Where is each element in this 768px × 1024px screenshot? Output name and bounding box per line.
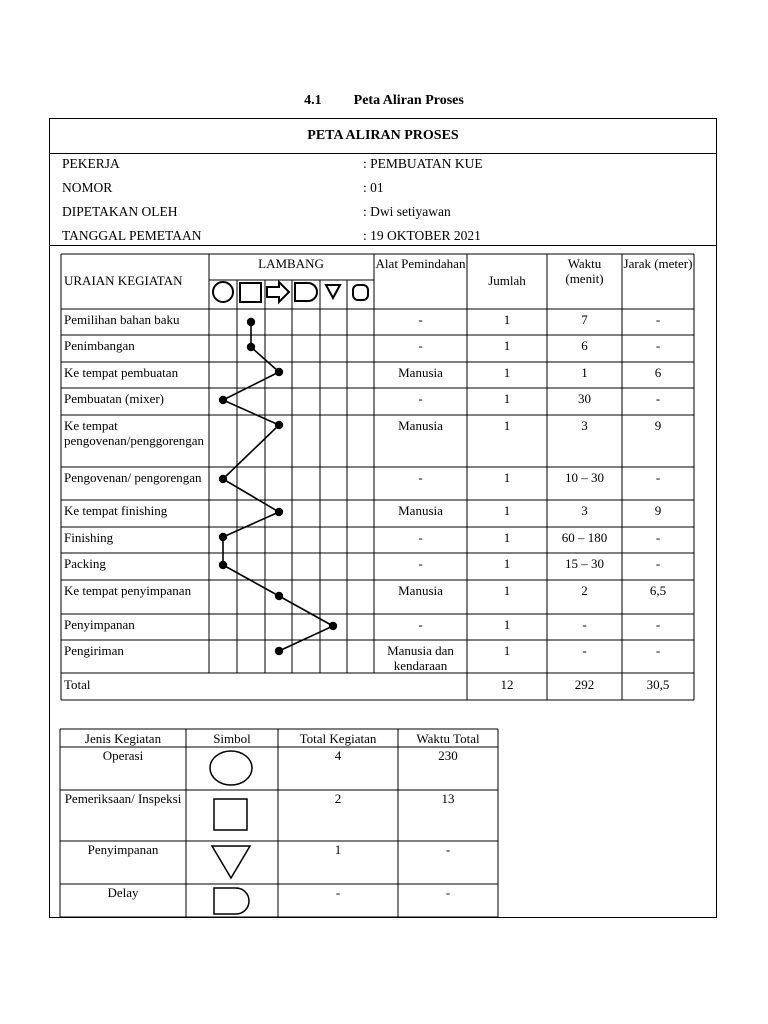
summary-jenis: Delay: [107, 885, 139, 900]
row-jarak: -: [655, 643, 661, 658]
row-jumlah: 1: [503, 312, 511, 327]
delay-icon: [295, 283, 317, 301]
row-jumlah: 1: [503, 470, 511, 485]
flow-point: [247, 318, 255, 326]
row-jumlah: 1: [503, 643, 511, 658]
flow-line: [279, 626, 333, 651]
info-value-nomor: : 01: [363, 180, 384, 195]
arrow-icon: [267, 282, 289, 302]
section-number: 4.1: [304, 93, 322, 108]
summary-header-jenis: Jenis Kegiatan: [84, 731, 162, 746]
row-jarak: -: [655, 338, 661, 353]
row-jumlah: 1: [503, 391, 511, 406]
circle-icon: [213, 282, 233, 302]
header-lambang: LAMBANG: [258, 256, 324, 271]
row-waktu: 10 – 30: [565, 470, 604, 485]
info-value-pekerja: : PEMBUATAN KUE: [363, 156, 483, 171]
row-jarak: 6,5: [649, 583, 667, 598]
summary-header-total: Total Kegiatan: [299, 731, 377, 746]
row-jumlah: 1: [503, 418, 511, 433]
delay-icon: [214, 888, 249, 914]
flow-point: [219, 533, 227, 541]
info-value-dipetakan: : Dwi setiyawan: [363, 204, 451, 219]
summary-jenis: Pemeriksaan/ Inspeksi: [64, 791, 182, 806]
info-label-tanggal: TANGGAL PEMETAAN: [62, 228, 202, 243]
rounded-square-icon: [353, 285, 368, 300]
row-jumlah: 1: [503, 365, 511, 380]
flow-point: [329, 622, 337, 630]
row-jumlah: 1: [503, 556, 511, 571]
square-icon: [214, 799, 247, 830]
row-jumlah: 1: [503, 617, 511, 632]
row-waktu: -: [582, 617, 587, 632]
summary-jenis: Penyimpanan: [87, 842, 159, 857]
row-jumlah: 1: [503, 530, 511, 545]
row-alat: -: [418, 617, 423, 632]
info-label-dipetakan: DIPETAKAN OLEH: [62, 204, 178, 219]
row-waktu: 7: [581, 312, 588, 327]
summary-waktu: -: [445, 885, 451, 900]
row-uraian: Ke tempat penyimpanan: [64, 583, 192, 598]
row-jarak: 6: [654, 365, 662, 380]
row-alat: Manusia: [398, 418, 443, 433]
row-uraian: Penimbangan: [64, 338, 135, 353]
info-label-pekerja: PEKERJA: [62, 156, 120, 171]
row-uraian: Ke tempat finishing: [64, 503, 168, 518]
flow-line: [223, 479, 279, 512]
summary-waktu: 13: [441, 791, 455, 806]
flow-line: [223, 512, 279, 537]
header-alat: Alat Pemindahan: [375, 256, 466, 271]
total-label: Total: [64, 677, 91, 692]
flow-line: [223, 425, 279, 479]
flow-point: [275, 508, 283, 516]
square-icon: [240, 283, 261, 302]
total-waktu: 292: [574, 677, 595, 692]
row-waktu: -: [582, 643, 587, 658]
triangle-icon: [326, 285, 340, 298]
flow-point: [275, 592, 283, 600]
row-waktu: 15 – 30: [565, 556, 604, 571]
header-jumlah: Jumlah: [488, 273, 526, 288]
row-waktu: 3: [581, 418, 588, 433]
row-uraian: Pengiriman: [64, 643, 124, 658]
info-value-tanggal: : 19 OKTOBER 2021: [363, 228, 481, 243]
flow-line: [279, 596, 333, 626]
row-alat: -: [418, 338, 423, 353]
row-jumlah: 1: [503, 583, 511, 598]
row-jarak: -: [655, 470, 661, 485]
summary-jenis: Operasi: [102, 748, 144, 763]
summary-header-waktu: Waktu Total: [416, 731, 480, 746]
header-uraian: URAIAN KEGIATAN: [64, 273, 183, 288]
summary-header-simbol: Simbol: [213, 731, 251, 746]
row-alat: -: [418, 312, 423, 327]
row-jarak: -: [655, 530, 661, 545]
row-alat: Manusia: [398, 503, 443, 518]
flow-line: [223, 372, 279, 400]
row-waktu: 6: [581, 338, 588, 353]
row-jumlah: 1: [503, 503, 511, 518]
row-uraian: Pembuatan (mixer): [64, 391, 164, 406]
chart-title: PETA ALIRAN PROSES: [49, 118, 717, 154]
row-alat: -: [418, 470, 423, 485]
summary-total: -: [335, 885, 341, 900]
row-uraian: Penyimpanan: [64, 617, 135, 632]
row-waktu: 60 – 180: [561, 530, 608, 545]
row-uraian: Ke tempat pengovenan/penggorengan: [64, 418, 205, 448]
row-uraian: Pemilihan bahan baku: [64, 312, 180, 327]
row-jumlah: 1: [503, 338, 511, 353]
header-jarak: Jarak (meter): [623, 256, 693, 271]
summary-total: 4: [334, 748, 342, 763]
row-alat: Manusia: [398, 365, 443, 380]
summary-waktu: -: [445, 842, 451, 857]
row-jarak: -: [655, 617, 661, 632]
row-waktu: 3: [581, 503, 588, 518]
flow-point: [275, 421, 283, 429]
info-label-nomor: NOMOR: [62, 180, 113, 195]
row-alat: -: [418, 556, 423, 571]
flow-point: [219, 561, 227, 569]
row-uraian: Pengovenan/ pengorengan: [64, 470, 202, 485]
row-waktu: 1: [581, 365, 588, 380]
row-alat: -: [418, 530, 423, 545]
summary-waktu: 230: [438, 748, 458, 763]
row-alat: Manusia dan kendaraan: [387, 643, 454, 673]
flow-point: [219, 475, 227, 483]
row-jarak: -: [655, 391, 661, 406]
summary-total: 1: [334, 842, 342, 857]
section-title: Peta Aliran Proses: [353, 93, 464, 108]
header-waktu: Waktu (menit): [565, 256, 604, 286]
flow-point: [275, 368, 283, 376]
row-waktu: 2: [581, 583, 588, 598]
summary-total: 2: [334, 791, 342, 806]
row-jarak: -: [655, 556, 661, 571]
triangle-icon: [212, 846, 250, 878]
total-jarak: 30,5: [646, 677, 670, 692]
row-uraian: Packing: [64, 556, 106, 571]
flow-point: [219, 396, 227, 404]
row-jarak: -: [655, 312, 661, 327]
flow-point: [247, 343, 255, 351]
row-waktu: 30: [578, 391, 591, 406]
circle-icon: [210, 751, 252, 785]
row-uraian: Ke tempat pembuatan: [64, 365, 179, 380]
row-jarak: 9: [654, 418, 662, 433]
row-jarak: 9: [654, 503, 662, 518]
total-jumlah: 12: [500, 677, 514, 692]
row-alat: -: [418, 391, 423, 406]
row-alat: Manusia: [398, 583, 443, 598]
flow-line: [223, 400, 279, 425]
row-uraian: Finishing: [64, 530, 114, 545]
flow-point: [275, 647, 283, 655]
